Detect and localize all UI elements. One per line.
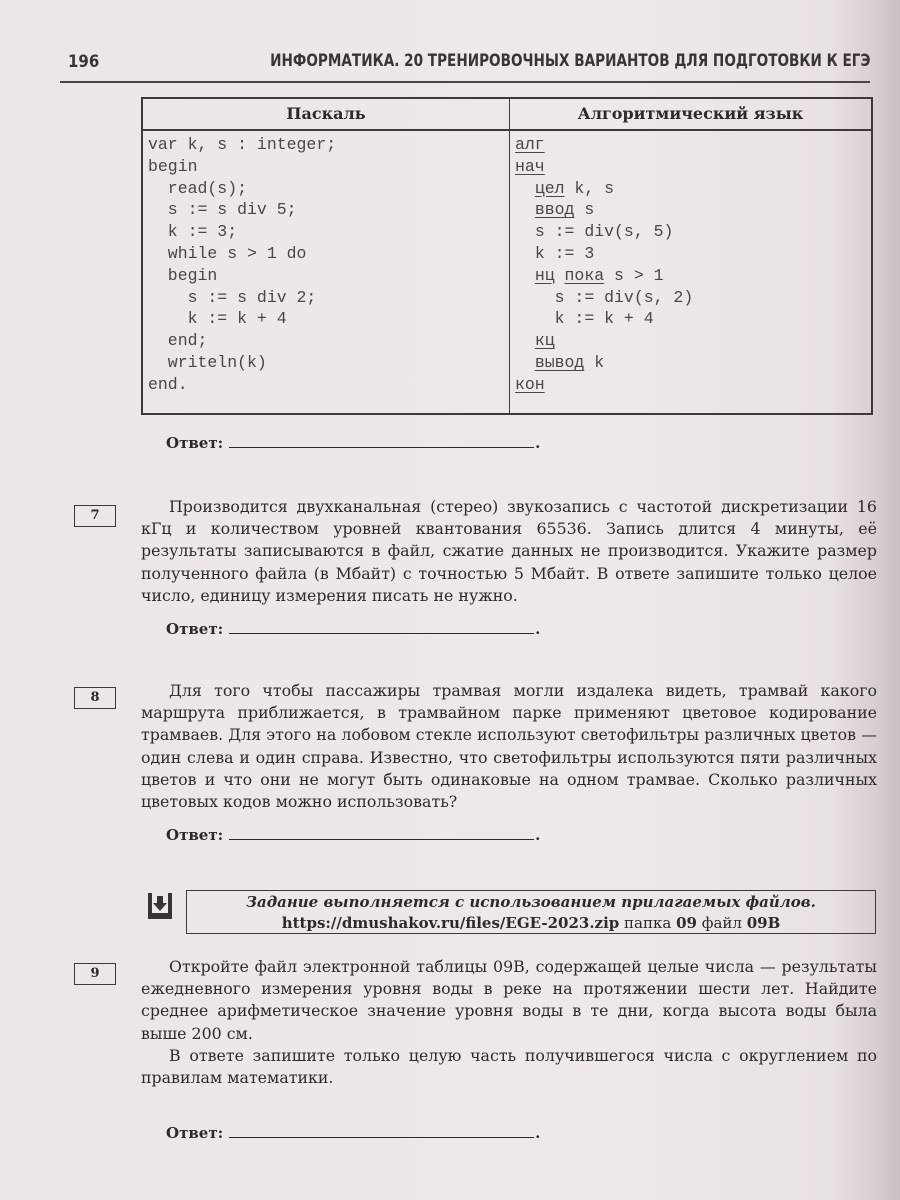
task-number-7: 7 bbox=[74, 505, 116, 527]
algo-code bbox=[510, 131, 871, 396]
task-9-text bbox=[141, 956, 877, 1089]
code-line: end. bbox=[148, 374, 188, 394]
code-line: k := k + 4 bbox=[148, 309, 287, 329]
download-file-icon bbox=[148, 893, 172, 919]
file-note-location: https://dmushakov.ru/files/EGE-2023.zip папка 09 файл 09B bbox=[281, 914, 781, 932]
keyword: кон bbox=[515, 374, 545, 394]
task-number-8: 8 bbox=[74, 687, 116, 709]
header-rule bbox=[60, 81, 870, 83]
code-line bbox=[515, 156, 871, 178]
code-line bbox=[515, 330, 871, 352]
answer-label: Ответ: bbox=[166, 434, 224, 452]
answer-label: Ответ: bbox=[166, 826, 224, 844]
task-paragraph: В ответе запишите только целую часть получившегося числа с округлением по правилам математики. bbox=[141, 1045, 877, 1088]
folder-number: 09 bbox=[676, 914, 697, 932]
code-line: writeln(k) bbox=[148, 352, 267, 372]
keyword: нач bbox=[515, 156, 545, 176]
file-note-text: Задание выполняется с использованием прилагаемых файлов. bbox=[246, 893, 816, 911]
code-line: k := k + 4 bbox=[554, 309, 654, 329]
file-url-link[interactable]: https://dmushakov.ru/files/EGE-2023.zip bbox=[281, 914, 620, 932]
code-line: read(s); bbox=[148, 178, 248, 198]
task-number-9: 9 bbox=[74, 963, 116, 985]
task-8-text bbox=[141, 680, 877, 813]
code-line: var k, s : integer; bbox=[148, 135, 337, 154]
algo-column bbox=[510, 99, 871, 413]
keyword: пока bbox=[564, 265, 605, 285]
code-line: s := div(s, 5) bbox=[534, 222, 674, 242]
pascal-code bbox=[143, 131, 509, 396]
keyword: нц bbox=[534, 265, 555, 285]
code-line: вывод k bbox=[534, 352, 605, 372]
pascal-column bbox=[143, 99, 510, 413]
answer-blank[interactable] bbox=[229, 632, 534, 634]
answer-line-9: Ответ: . bbox=[166, 1124, 541, 1142]
code-line: begin bbox=[148, 265, 218, 285]
answer-line-8: Ответ: . bbox=[166, 826, 541, 844]
keyword: ввод bbox=[534, 200, 575, 220]
answer-blank[interactable] bbox=[229, 446, 534, 448]
code-line: end; bbox=[148, 331, 208, 351]
keyword: цел bbox=[534, 178, 565, 198]
answer-label: Ответ: bbox=[166, 1124, 224, 1142]
code-line: k := 3; bbox=[148, 222, 238, 242]
code-line: цел k, s bbox=[534, 178, 615, 198]
algo-column-header: Алгоритмический язык bbox=[510, 99, 871, 131]
code-line: ввод s bbox=[534, 200, 595, 220]
code-line: s := s div 5; bbox=[148, 200, 297, 220]
code-line: k := 3 bbox=[534, 243, 595, 263]
task-paragraph: Откройте файл электронной таблицы 09B, содержащей целые числа — результаты ежедневного измерения уровня воды в реке на протяжении шести лет. Найдите среднее арифметическое значение уровня воды в те дни, когда высота воды была выше 200 см. bbox=[141, 957, 877, 1043]
answer-label: Ответ: bbox=[166, 620, 224, 638]
code-line: s := s div 2; bbox=[148, 287, 317, 307]
code-line: while s > 1 do bbox=[148, 243, 307, 263]
code-line: нц пока s > 1 bbox=[534, 265, 664, 285]
file-note bbox=[186, 890, 876, 934]
page-header bbox=[60, 48, 870, 78]
code-line bbox=[515, 374, 871, 396]
keyword: алг bbox=[515, 135, 545, 154]
code-line: s := div(s, 2) bbox=[554, 287, 694, 307]
page-number: 196 bbox=[68, 52, 100, 72]
answer-blank[interactable] bbox=[229, 1136, 534, 1138]
running-title: ИНФОРМАТИКА. 20 ТРЕНИРОВОЧНЫХ ВАРИАНТОВ ДЛЯ ПОДГОТОВКИ К ЕГЭ bbox=[269, 51, 870, 71]
task-paragraph: Для того чтобы пассажиры трамвая могли издалека видеть, трамвай какого маршрута приближается, в трамвайном парке применяют цветовое кодирование трамваев. Для этого на лобовом стекле используют светофильтры различных цветов — один слева и один справа. Известно, что светофильтры используются пяти различных цветов и что они не могут быть одинаковые на одном трамвае. Сколько различных цветовых кодов можно использовать? bbox=[141, 681, 877, 812]
answer-line-6: Ответ: . bbox=[166, 434, 541, 452]
task-7-text bbox=[141, 496, 877, 607]
file-name: 09B bbox=[746, 914, 781, 932]
code-line bbox=[515, 134, 871, 156]
code-table bbox=[141, 97, 873, 415]
task-paragraph: Производится двухканальная (стерео) звукозапись с частотой дискретизации 16 кГц и количеством уровней квантования 65536. Запись длится 4 минуты, её результаты записываются в файл, сжатие данных не производится. Укажите размер полученного файла (в Мбайт) с точностью 5 Мбайт. В ответе запишите только целое число, единицу измерения писать не нужно. bbox=[141, 497, 877, 605]
answer-line-7: Ответ: . bbox=[166, 620, 541, 638]
keyword: вывод bbox=[534, 352, 585, 372]
answer-blank[interactable] bbox=[229, 838, 534, 840]
keyword: кц bbox=[534, 331, 555, 351]
pascal-column-header: Паскаль bbox=[143, 99, 509, 131]
code-line: begin bbox=[148, 156, 198, 176]
